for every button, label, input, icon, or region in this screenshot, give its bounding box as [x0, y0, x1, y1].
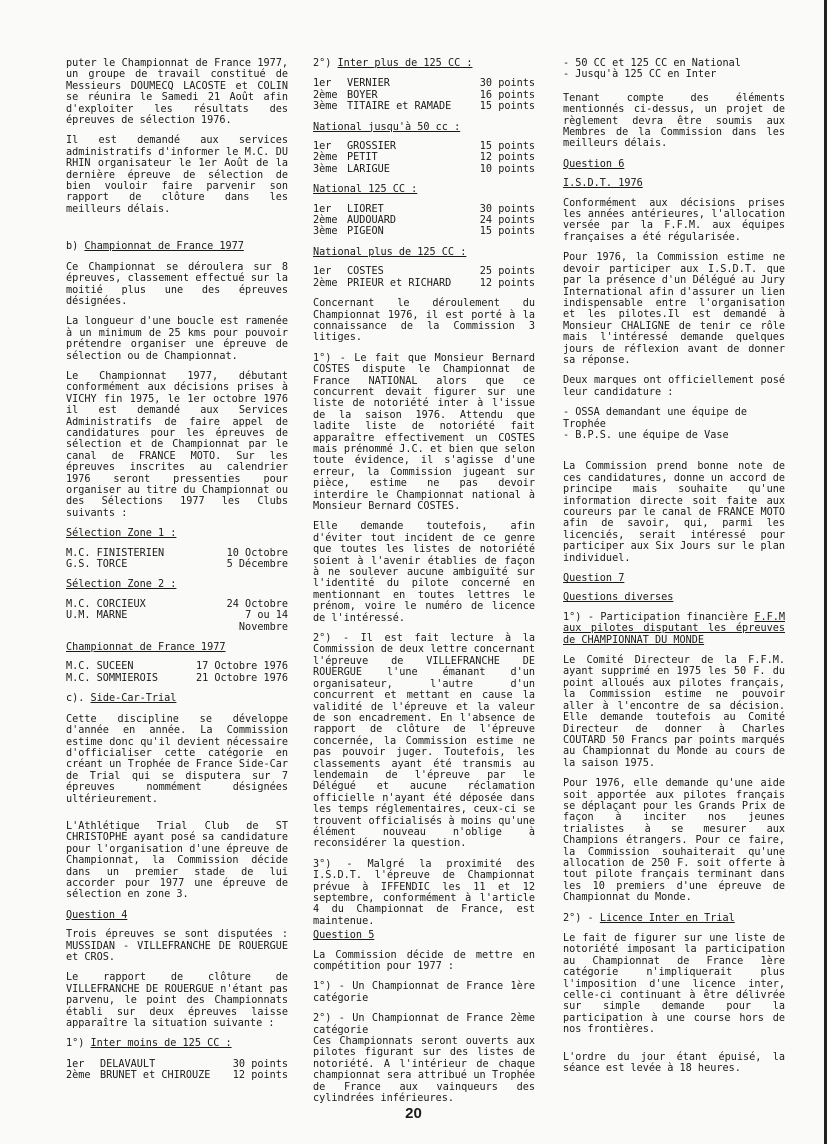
rider-name: PIGEON	[347, 226, 384, 238]
paragraph: Ce Championnat se déroulera sur 8 épreuves, classement effectué sur la moitié plus une des épreuves désignées.	[66, 261, 288, 307]
club-name: M.C. SOMMIEROIS	[66, 672, 159, 684]
paragraph: La Commission décide de mettre en compétition pour 1977 :	[313, 949, 535, 973]
paragraph: Le Comité Directeur de la F.F.M. ayant supprimé en 1975 les 50 F. du point alloués aux pilotes français, la Commission estime ne pouvoir aller à l'encontre de sa décision. Elle demande toutefois au Comité Directeur de donner à Charles COUTARD 50 Francs par points marqués au Championnat du Monde au cours de la saison 1975.	[563, 655, 785, 769]
column-3	[563, 58, 785, 1083]
rider-name: VERNIER	[347, 78, 390, 90]
points: 12 points	[479, 152, 535, 164]
paragraph: Il est demandé aux services administratifs d'informer le M.C. DU RHIN organisateur le 1er Août de la dernière épreuve de sélection de bien vouloir faire parvenir son rapport de clôture dans les meilleurs délais.	[66, 135, 288, 215]
table-row	[66, 1059, 288, 1070]
national-125-table	[313, 204, 535, 238]
table-row	[66, 661, 288, 672]
points: 12 points	[232, 1070, 288, 1082]
paragraph: Concernant le déroulement du Championnat 1976, il est porté à la connaissance de la Commission 3 litiges.	[313, 298, 535, 344]
club-name: U.M. MARNE	[66, 610, 128, 622]
rank: 1er	[313, 203, 332, 215]
rank: 1er	[313, 78, 332, 90]
rank: 3ème	[313, 101, 338, 113]
zone2-heading: Sélection Zone 2 :	[66, 579, 177, 591]
rank: 2ème	[313, 89, 338, 101]
paragraph: 1°) - Le fait que Monsieur Bernard COSTES dispute le Championnat de France NATIONAL alors que ce concurrent devait figurer sur une liste de notoriété inter à l'issue de la saison 1976. Attendu que ladite liste de notoriété fait apparaître effectivement un COSTES mais prénommé J.C. et bien que selon toute évidence, il s'agisse d'une erreur, la Commission jugeant sur pièce, estime ne pas devoir interdire le Championnat national à Monsieur Bernard COSTES.	[313, 352, 535, 512]
rank: 3ème	[313, 226, 338, 238]
club-name: M.C. SUCEEN	[66, 661, 134, 673]
table-row	[313, 101, 535, 112]
rider-name: PRIEUR et RICHARD	[347, 277, 452, 289]
list-item: - B.P.S. une équipe de Vase	[563, 429, 729, 441]
subsection-heading: 1°) - Participation financière F.F.M aux pilotes disputant les épreuves de CHAMPIONNAT DU MONDE	[563, 611, 785, 646]
table-row	[66, 610, 288, 633]
national-125-heading: National 125 CC :	[313, 184, 418, 196]
national-50-table	[313, 141, 535, 175]
questions-diverses-heading: Questions diverses	[563, 592, 674, 604]
club-name: M.C. CORCIEUX	[66, 598, 146, 610]
list-item: - 50 CC et 125 CC en National	[563, 58, 741, 69]
table-row	[66, 1070, 288, 1081]
championship-heading: Championnat de France 1977	[66, 642, 226, 654]
paragraph: Pour 1976, la Commission estime ne devoir participer aux I.S.D.T. que par la présence d'un Délégué au Jury International afin d'assurer un lien indispensable entre l'organisation et les pilotes.Il est demandé à Monsieur CHALIGNE de tenir ce rôle mais l'intéressé demande quelques jours de réflexion avant de donner sa réponse.	[563, 252, 785, 366]
section-heading-c: c). Side-Car-Trial	[66, 693, 177, 705]
rank: 2ème	[313, 215, 338, 227]
column-2	[313, 58, 535, 1114]
rider-name: GROSSIER	[347, 141, 397, 153]
isdt-heading: I.S.D.T. 1976	[563, 178, 643, 190]
rank: 1er	[66, 1058, 85, 1070]
paragraph: Trois épreuves se sont disputées : MUSSIDAN - VILLEFRANCHE DE ROUERGUE et CROS.	[66, 929, 288, 963]
zone1-table	[66, 548, 288, 571]
points: 25 points	[479, 266, 535, 278]
inter-plus-table	[313, 78, 535, 112]
event-date: 17 Octobre 1976	[195, 661, 288, 673]
question-6-heading: Question 6	[563, 158, 625, 170]
rider-name: DELAVAULT	[100, 1058, 156, 1070]
paragraph: Elle demande toutefois, afin d'éviter tout incident de ce genre que toutes les listes de notoriété soient à l'avenir établies de façon à ne soulever aucune ambiguïté sur l'identité du pilote concerné en mentionnant en toutes lettres le prénom, voire le numéro de licence de l'intéressé.	[313, 521, 535, 624]
event-date: 21 Octobre 1976	[195, 672, 288, 684]
paragraph: La longueur d'une boucle est ramenée à un minimum de 25 kms pour pouvoir prétendre organiser une épreuve de sélection ou de Championnat.	[66, 316, 288, 362]
points: 24 points	[479, 215, 535, 227]
table-row	[313, 152, 535, 163]
national-plus-heading: National plus de 125 CC :	[313, 246, 467, 258]
paragraph: Deux marques ont officiellement posé leur candidature :	[563, 375, 785, 398]
inter-moins-heading: 1°) Inter moins de 125 CC :	[66, 1038, 232, 1050]
table-row	[313, 164, 535, 175]
rider-name: TITAIRE et RAMADE	[347, 101, 452, 113]
table-row	[66, 559, 288, 570]
rider-name: COSTES	[347, 266, 384, 278]
list-item: - Jusqu'à 125 CC en Inter	[563, 69, 717, 81]
paragraph: Pour 1976, elle demande qu'une aide soit apportée aux pilotes français se déplaçant pour les Grands Prix de façon à inciter nos jeunes trialistes à se mesurer aux Champions étrangers. Pour ce faire, la Commission souhaiterait qu'une allocation de 250 F. soit offerte à tout pilote français terminant dans les 10 premiers d'une épreuve de Championnat du Monde.	[563, 778, 785, 904]
rank: 2ème	[313, 152, 338, 164]
rider-name: BRUNET et CHIROUZE	[100, 1070, 211, 1082]
subsection-heading: 2°) - Licence Inter en Trial	[563, 912, 735, 924]
event-date: 7 ou 14 Novembre	[238, 610, 288, 633]
question-4-heading: Question 4	[66, 909, 128, 921]
club-name: M.C. FINISTERIEN	[66, 547, 165, 559]
table-row	[313, 141, 535, 152]
inter-plus-heading: 2°) Inter plus de 125 CC :	[313, 58, 473, 69]
paragraph: 2°) - Un Championnat de France 2ème catégorie	[313, 1013, 535, 1036]
points: 30 points	[479, 203, 535, 215]
points: 15 points	[479, 101, 535, 113]
club-name: G.S. TORCE	[66, 559, 128, 571]
question-5-heading: Question 5	[313, 930, 375, 942]
paragraph: Le rapport de clôture de VILLEFRANCHE DE ROUERGUE n'étant pas parvenu, le point des Championnats établi sur deux épreuves laisse apparaître la situation suivante :	[66, 972, 288, 1030]
event-date: 5 Décembre	[226, 559, 288, 571]
table-row	[313, 215, 535, 226]
rank: 2ème	[313, 277, 338, 289]
national-plus-table	[313, 266, 535, 289]
table-row	[313, 278, 535, 289]
points: 30 points	[479, 78, 535, 90]
paragraph: puter le Championnat de France 1977, un groupe de travail constitué de Messieurs DOUMECQ LACOSTE et COLIN se réunira le Samedi 21 Août afin d'exploiter les résultats des épreuves de sélection 1976.	[66, 58, 288, 127]
paragraph: Cette discipline se développe d'année en année. La Commission estime donc qu'il devient nécessaire d'officialiser cette catégorie en créant un Trophée de France Side-Car de Trial qui se disputera sur 7 épreuves nommément désignées ultérieurement.	[66, 713, 288, 805]
event-date: 24 Octobre	[226, 598, 288, 610]
paragraph: Le fait de figurer sur une liste de notoriété imposant la participation au Championnat de France 1ère catégorie n'impliquerait plus l'imposition d'une licence inter, celle-ci continuant à être délivrée sur simple demande pour la participation à une course hors de nos frontières.	[563, 933, 785, 1036]
paragraph: 2°) - Il est fait lecture à la Commission de deux lettre concernant l'épreuve de VILLEFRANCHE DE ROUERGUE l'une émanant d'un organisateur, l'autre d'un concurrent et mettant en cause la validité de l'épreuve et la valeur de son encadrement. En l'absence de rapport de clôture de l'épreuve concernée, la Commission estime ne pas pouvoir juger. Toutefois, les classements ayant été transmis au lendemain de l'épreuve par le Délégué et aucune réclamation officielle n'ayant été déposée dans les temps réglementaires, ceux-ci se trouvent officialisés à moins qu'une élément nouveau n'oblige à reconsidérer la question.	[313, 633, 535, 850]
table-row	[313, 266, 535, 277]
paragraph: La Commission prend bonne note de ces candidatures, donne un accord de principe mais souhaite qu'une information directe soit faite aux coureurs par le canal de FRANCE MOTO afin de savoir, qui, parmi les licenciés, serait intéressé pour participer aux Six Jours sur le plan individuel.	[563, 461, 785, 564]
paragraph: 1°) - Un Championnat de France 1ère catégorie	[313, 981, 535, 1004]
paragraph: Le Championnat 1977, débutant conformément aux décisions prises à VICHY fin 1975, le 1er octobre 1976 il est demandé aux Services Administratifs de faire appel de candidatures pour les épreuves de sélection et de Championnat par le canal de FRANCE MOTO. Sur les épreuves inscrites au calendrier 1976 seront pressenties pour organiser au titre du Championnat ou des Sélections 1977 les Clubs suivants :	[66, 370, 288, 519]
rider-name: AUDOUARD	[347, 215, 397, 227]
inter-moins-table	[66, 1059, 288, 1082]
column-1	[66, 58, 288, 1091]
rider-name: PETIT	[347, 152, 378, 164]
table-row	[313, 226, 535, 237]
table-row	[313, 204, 535, 215]
paragraph: Conformément aux décisions prises les années antérieures, l'allocation versée par la F.F.M. aux équipes françaises a été régularisée.	[563, 197, 785, 243]
points: 16 points	[479, 89, 535, 101]
paragraph: 3°) - Malgré la proximité des I.S.D.T. l'épreuve de Championnat prévue à IFFENDIC les 11 et 12 septembre, conformément à l'article 4 du Championnat de France, est maintenue.	[313, 858, 535, 927]
rider-name: LIORET	[347, 203, 384, 215]
page-number: 20	[405, 1105, 422, 1122]
points: 15 points	[479, 141, 535, 153]
rank: 1er	[313, 141, 332, 153]
paragraph: L'Athlétique Trial Club de ST CHRISTOPHE ayant posé sa candidature pour l'organisation d'une épreuve de Championnat, la Commission décide dans un premier stade de lui accorder pour 1977 une épreuve de sélection en zone 3.	[66, 820, 288, 901]
rider-name: LARIGUE	[347, 163, 390, 175]
rank: 3ème	[313, 163, 338, 175]
table-row	[66, 548, 288, 559]
paragraph: L'ordre du jour étant épuisé, la séance est levée à 18 heures.	[563, 1051, 785, 1075]
table-row	[66, 673, 288, 684]
question-7-heading: Question 7	[563, 573, 625, 585]
national-50-heading: National jusqu'à 50 cc :	[313, 121, 461, 133]
rank: 1er	[313, 266, 332, 278]
points: 10 points	[479, 163, 535, 175]
rider-name: BOYER	[347, 89, 378, 101]
championship-table	[66, 661, 288, 684]
table-row	[66, 599, 288, 610]
section-heading-b: b) Championnat de France 1977	[66, 241, 244, 253]
paragraph: Tenant compte des éléments mentionnés ci-dessus, un projet de règlement devra être soumis aux Membres de la Commission dans les meilleurs délais.	[563, 92, 785, 150]
points: 12 points	[479, 277, 535, 289]
points: 30 points	[232, 1058, 288, 1070]
points: 15 points	[479, 226, 535, 238]
zone1-heading: Sélection Zone 1 :	[66, 528, 177, 540]
table-row	[313, 90, 535, 101]
zone2-table	[66, 599, 288, 633]
paragraph: Ces Championnats seront ouverts aux pilotes figurant sur des listes de notoriété. A l'intérieur de chaque championnat sera attribué un Trophée de France aux vainqueurs des cylindrées inférieures.	[313, 1036, 535, 1105]
table-row	[313, 78, 535, 89]
rank: 2ème	[66, 1070, 91, 1082]
event-date: 10 Octobre	[226, 547, 288, 559]
list-item: - OSSA demandant une équipe de Trophée	[563, 407, 748, 430]
